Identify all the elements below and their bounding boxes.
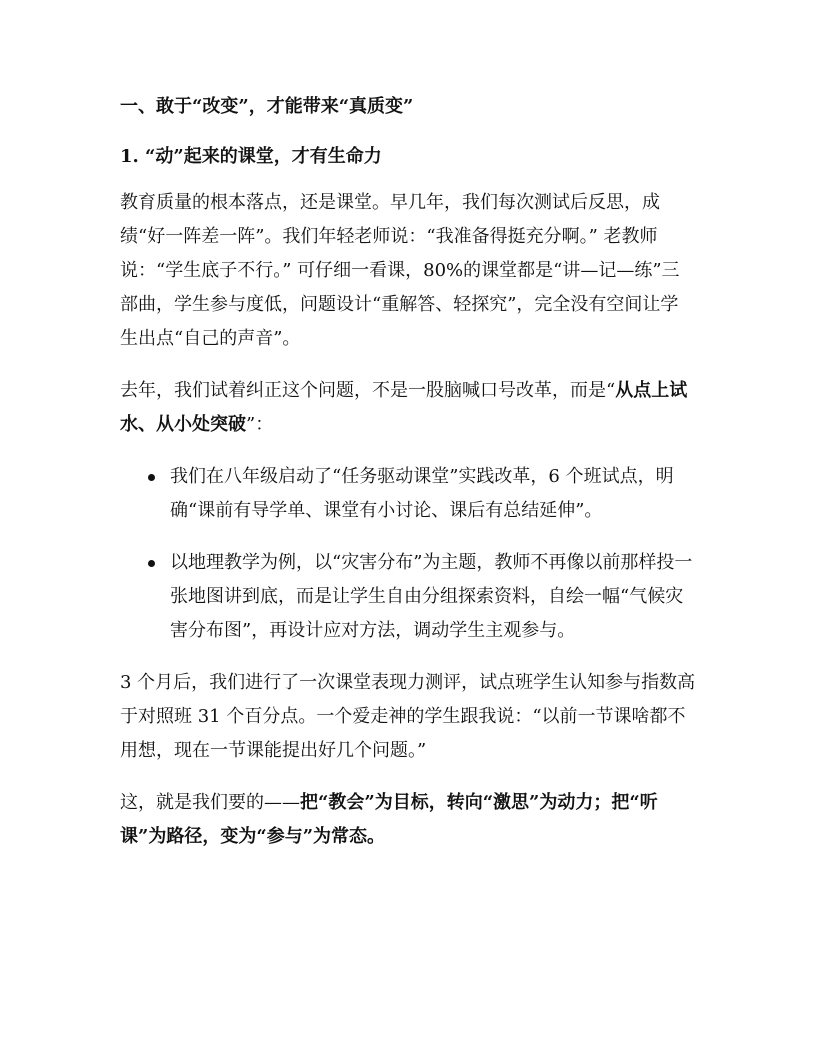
list-item bbox=[120, 460, 696, 528]
list-item-text: 我们在八年级启动了“任务驱动课堂”实践改革，6 个班试点，明确“课前有导学单、课堂有小讨论、课后有总结延伸”。 bbox=[170, 466, 674, 521]
paragraph-reform-emphasis: 从点上试水、从小处突破 bbox=[120, 380, 688, 435]
section-heading: 一、敢于“改变”，才能带来“真质变” bbox=[120, 96, 414, 117]
paragraph-conclusion-text: 这，就是我们要的—— bbox=[120, 792, 300, 813]
paragraph-conclusion bbox=[120, 786, 696, 854]
list-item-text: 以地理教学为例，以“灾害分布”为主题，教师不再像以前那样投一张地图讲到底，而是让学生自由分组探索资料，自绘一幅“气候灾害分布图”，再设计应对方法，调动学生主观参与。 bbox=[170, 552, 693, 641]
paragraph-reform-end: ”： bbox=[246, 414, 274, 435]
list-item bbox=[120, 546, 696, 648]
bullet-dot-icon bbox=[148, 560, 155, 567]
paragraph-classroom-quality: 教育质量的根本落点，还是课堂。早几年，我们每次测试后反思，成绩“好一阵差一阵”。我们年轻老师说：“我准备得挺充分啊。” 老教师说：“学生底子不行。” 可仔细一看课，80%的课堂都是“讲—记—练”三部曲，学生参与度低，问题设计“重解答、轻探究”，完全没有空间让学生出点“自己的声音”。 bbox=[120, 192, 680, 349]
document-content bbox=[120, 92, 696, 854]
subsection-heading: 1. “动”起来的课堂，才有生命力 bbox=[120, 146, 382, 167]
paragraph-reform-approach bbox=[120, 374, 696, 442]
paragraph-reform-text: 去年，我们试着纠正这个问题，不是一股脑喊口号改革，而是“ bbox=[120, 380, 616, 401]
bullet-dot-icon bbox=[148, 474, 155, 481]
paragraph-results: 3 个月后，我们进行了一次课堂表现力测评，试点班学生认知参与指数高于对照班 31 个百分点。一个爱走神的学生跟我说：“以前一节课啥都不用想，现在一节课能提出好几个问题。” bbox=[120, 672, 696, 761]
bullet-list bbox=[120, 460, 696, 648]
paragraph-conclusion-emphasis: 把“教会”为目标，转向“激思”为动力；把“听课”为路径，变为“参与”为常态。 bbox=[120, 792, 658, 847]
